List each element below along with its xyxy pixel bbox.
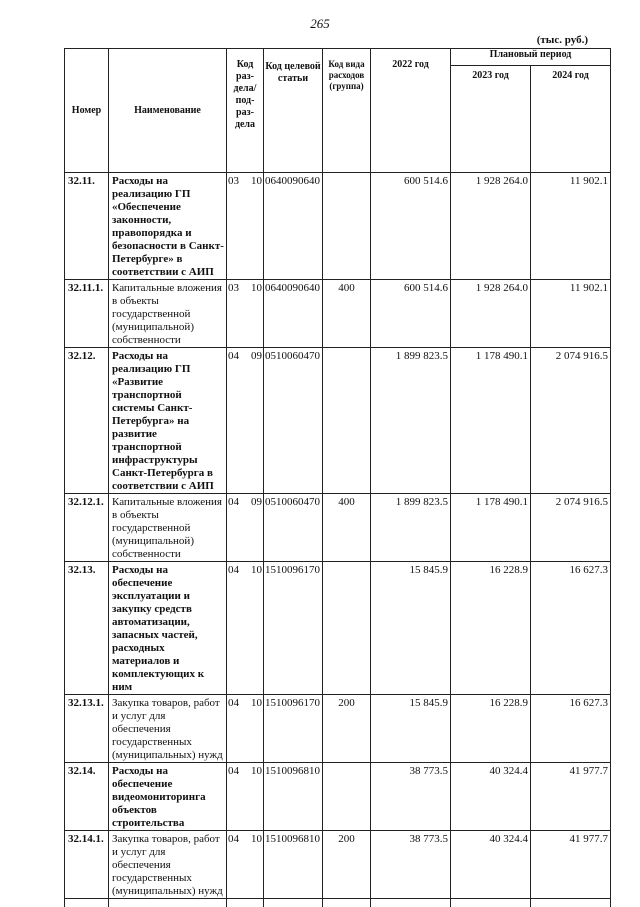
header-2024: 2024 год xyxy=(531,66,611,173)
table-row xyxy=(65,348,611,494)
table-trailing-space xyxy=(65,899,611,907)
budget-table xyxy=(64,48,611,907)
row-subrazdel-code: 10 xyxy=(251,765,262,778)
table-row xyxy=(65,763,611,831)
empty-cell xyxy=(227,899,264,907)
row-subrazdel-code: 10 xyxy=(251,564,262,577)
header-row-1 xyxy=(65,49,611,66)
table-body xyxy=(65,173,611,907)
row-name: Капитальные вложения в объекты государственной (муниципальной) собственности xyxy=(109,494,227,562)
row-amount-2024: 16 627.3 xyxy=(531,562,611,695)
row-subrazdel-code: 10 xyxy=(251,697,262,710)
header-2023: 2023 год xyxy=(451,66,531,173)
row-expense-type xyxy=(323,173,371,280)
row-amount-2024: 16 627.3 xyxy=(531,695,611,763)
row-subrazdel-code: 09 xyxy=(251,350,262,363)
row-amount-2024: 2 074 916.5 xyxy=(531,494,611,562)
row-name: Расходы на обеспечение эксплуатации и закупку средств автоматизации, запасных частей, расходных материалов и комплектующих к ним xyxy=(109,562,227,695)
row-target-article: 1510096170 xyxy=(264,695,323,763)
row-target-article: 0640090640 xyxy=(264,280,323,348)
units-label: (тыс. руб.) xyxy=(537,34,588,46)
row-razdel xyxy=(227,695,264,763)
row-number: 32.11.1. xyxy=(65,280,109,348)
row-target-article: 0510060470 xyxy=(264,348,323,494)
table-row xyxy=(65,831,611,899)
empty-cell xyxy=(451,899,531,907)
row-amount-2024: 2 074 916.5 xyxy=(531,348,611,494)
row-razdel-code: 04 xyxy=(228,697,239,709)
row-amount-2023: 40 324.4 xyxy=(451,763,531,831)
row-expense-type xyxy=(323,562,371,695)
table-row xyxy=(65,173,611,280)
table-row xyxy=(65,280,611,348)
row-razdel xyxy=(227,280,264,348)
row-amount-2024: 41 977.7 xyxy=(531,763,611,831)
row-amount-2022: 38 773.5 xyxy=(371,763,451,831)
row-subrazdel-code: 09 xyxy=(251,496,262,509)
row-amount-2022: 15 845.9 xyxy=(371,695,451,763)
row-name: Расходы на обеспечение видеомониторинга объектов строительства xyxy=(109,763,227,831)
row-amount-2023: 1 928 264.0 xyxy=(451,280,531,348)
row-razdel xyxy=(227,494,264,562)
row-target-article: 1510096810 xyxy=(264,763,323,831)
empty-cell xyxy=(65,899,109,907)
table-row xyxy=(65,695,611,763)
row-razdel xyxy=(227,348,264,494)
row-subrazdel-code: 10 xyxy=(251,175,262,188)
row-target-article: 1510096170 xyxy=(264,562,323,695)
row-target-article: 0510060470 xyxy=(264,494,323,562)
row-razdel-code: 03 xyxy=(228,282,239,294)
row-number: 32.13.1. xyxy=(65,695,109,763)
row-razdel xyxy=(227,763,264,831)
row-number: 32.14. xyxy=(65,763,109,831)
header-2022: 2022 год xyxy=(371,49,451,173)
row-amount-2023: 40 324.4 xyxy=(451,831,531,899)
row-expense-type: 200 xyxy=(323,695,371,763)
row-amount-2024: 41 977.7 xyxy=(531,831,611,899)
row-razdel-code: 04 xyxy=(228,564,239,576)
row-razdel xyxy=(227,831,264,899)
row-razdel-code: 04 xyxy=(228,496,239,508)
row-amount-2023: 16 228.9 xyxy=(451,562,531,695)
row-expense-type: 200 xyxy=(323,831,371,899)
row-subrazdel-code: 10 xyxy=(251,282,262,295)
empty-cell xyxy=(323,899,371,907)
row-name: Закупка товаров, работ и услуг для обеспечения государственных (муниципальных) нужд xyxy=(109,695,227,763)
row-number: 32.11. xyxy=(65,173,109,280)
empty-cell xyxy=(264,899,323,907)
row-amount-2024: 11 902.1 xyxy=(531,280,611,348)
table-row xyxy=(65,494,611,562)
header-razdel: Код раз-дела/ под-раз-дела xyxy=(227,49,264,173)
row-amount-2022: 600 514.6 xyxy=(371,173,451,280)
page-number: 265 xyxy=(0,16,640,32)
table-row xyxy=(65,562,611,695)
row-razdel-code: 04 xyxy=(228,833,239,845)
row-name: Капитальные вложения в объекты государственной (муниципальной) собственности xyxy=(109,280,227,348)
row-expense-type xyxy=(323,348,371,494)
row-amount-2023: 1 178 490.1 xyxy=(451,494,531,562)
row-razdel-code: 04 xyxy=(228,765,239,777)
empty-cell xyxy=(371,899,451,907)
row-expense-type: 400 xyxy=(323,494,371,562)
row-expense-type xyxy=(323,763,371,831)
row-amount-2022: 15 845.9 xyxy=(371,562,451,695)
row-subrazdel-code: 10 xyxy=(251,833,262,846)
row-amount-2023: 16 228.9 xyxy=(451,695,531,763)
row-name: Расходы на реализацию ГП «Развитие транспортной системы Санкт-Петербурга» на развитие транспортной инфраструктуры Санкт-Петербурга в соответствии с АИП xyxy=(109,348,227,494)
row-amount-2023: 1 928 264.0 xyxy=(451,173,531,280)
row-number: 32.12. xyxy=(65,348,109,494)
header-name: Наименование xyxy=(109,49,227,173)
row-expense-type: 400 xyxy=(323,280,371,348)
row-name: Закупка товаров, работ и услуг для обеспечения государственных (муниципальных) нужд xyxy=(109,831,227,899)
row-amount-2022: 1 899 823.5 xyxy=(371,348,451,494)
row-amount-2024: 11 902.1 xyxy=(531,173,611,280)
header-target-article: Код целевой статьи xyxy=(264,49,323,173)
row-amount-2022: 600 514.6 xyxy=(371,280,451,348)
row-amount-2023: 1 178 490.1 xyxy=(451,348,531,494)
row-amount-2022: 38 773.5 xyxy=(371,831,451,899)
empty-cell xyxy=(531,899,611,907)
row-number: 32.12.1. xyxy=(65,494,109,562)
row-number: 32.13. xyxy=(65,562,109,695)
header-planned-period: Плановый период xyxy=(451,49,611,66)
row-amount-2022: 1 899 823.5 xyxy=(371,494,451,562)
row-name: Расходы на реализацию ГП «Обеспечение законности, правопорядка и безопасности в Санкт-Петербурге» в соответствии с АИП xyxy=(109,173,227,280)
header-number: Номер xyxy=(65,49,109,173)
row-number: 32.14.1. xyxy=(65,831,109,899)
row-razdel-code: 04 xyxy=(228,350,239,362)
row-razdel-code: 03 xyxy=(228,175,239,187)
header-expense-type: Код вида расходов (группа) xyxy=(323,49,371,173)
row-razdel xyxy=(227,562,264,695)
row-razdel xyxy=(227,173,264,280)
row-target-article: 0640090640 xyxy=(264,173,323,280)
row-target-article: 1510096810 xyxy=(264,831,323,899)
empty-cell xyxy=(109,899,227,907)
